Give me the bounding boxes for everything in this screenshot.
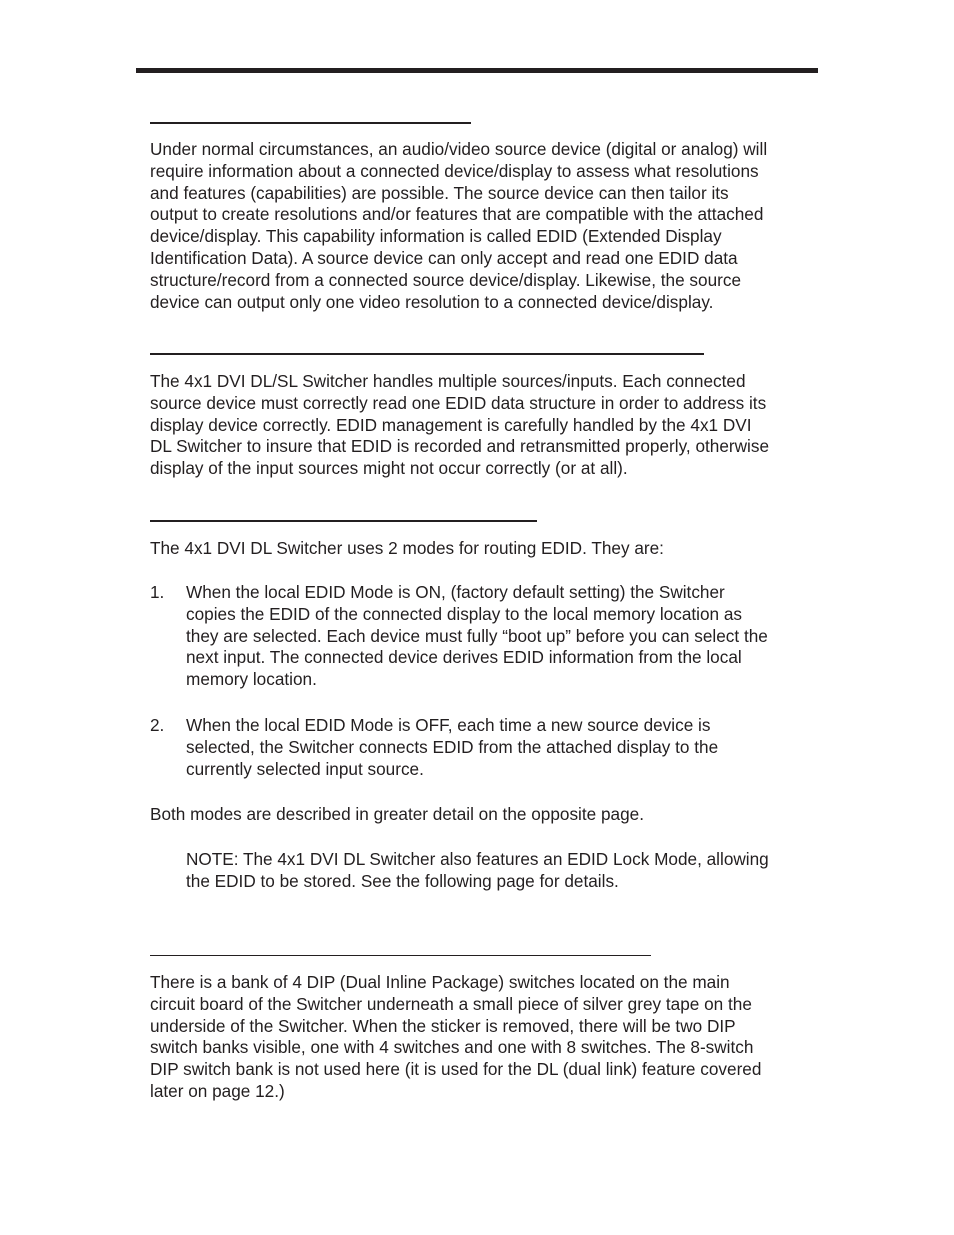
text-line: device/display. This capability information is called EDID (Extended Display xyxy=(150,226,722,247)
text-line: Identification Data). A source device can only accept and read one EDID data xyxy=(150,247,738,268)
section-1-paragraph xyxy=(150,139,767,313)
text-line: and features (capabilities) are possible. The source device can then tailor its xyxy=(150,182,729,203)
text-line: copies the EDID of the connected display to the local memory location as xyxy=(186,603,743,624)
text-line: underside of the Switcher. When the sticker is removed, there will be two DIP xyxy=(150,1015,736,1036)
section-heading-rule-1 xyxy=(150,122,471,124)
note-paragraph xyxy=(186,849,769,893)
text-line: later on page 12.) xyxy=(150,1080,285,1101)
text-line: structure/record from a connected source device/display. Likewise, the source xyxy=(150,269,742,290)
text-line: DIP switch bank is not used here (it is used for the DL (dual link) feature covered xyxy=(150,1059,762,1080)
section-2-paragraph xyxy=(150,371,769,480)
text-line: switch banks visible, one with 4 switches and one with 8 switches. The 8-switch xyxy=(150,1037,754,1058)
text-line: NOTE: The 4x1 DVI DL Switcher also features an EDID Lock Mode, allowing xyxy=(186,849,769,869)
text-line: currently selected input source. xyxy=(186,758,424,779)
section-3-intro: The 4x1 DVI DL Switcher uses 2 modes for routing EDID. They are: xyxy=(150,538,664,558)
text-line: When the local EDID Mode is OFF, each time a new source device is xyxy=(186,715,711,735)
list-number-1: 1. xyxy=(150,582,165,602)
text-line: device can output only one video resolution to a connected device/display. xyxy=(150,291,714,312)
header-rule xyxy=(136,68,818,73)
text-line: DL Switcher to insure that EDID is recorded and retransmitted properly, otherwise xyxy=(150,436,770,457)
section-4-paragraph xyxy=(150,972,761,1103)
text-line: circuit board of the Switcher underneath a small piece of silver grey tape on the xyxy=(150,993,752,1014)
text-line: display device correctly. EDID management is carefully handled by the 4x1 DVI xyxy=(150,414,752,435)
list-item-2 xyxy=(186,715,718,780)
text-line: source device must correctly read one EDID data structure in order to address its xyxy=(150,392,767,413)
text-line: The 4x1 DVI DL/SL Switcher handles multiple sources/inputs. Each connected xyxy=(150,371,746,391)
list-item-1 xyxy=(186,582,768,691)
section-heading-rule-3 xyxy=(150,520,537,522)
text-line: When the local EDID Mode is ON, (factory default setting) the Switcher xyxy=(186,582,725,602)
text-line: There is a bank of 4 DIP (Dual Inline Package) switches located on the main xyxy=(150,972,730,992)
text-line: output to create resolutions and/or features that are compatible with the attached xyxy=(150,204,764,225)
list-number-2: 2. xyxy=(150,715,165,735)
text-line: next input. The connected device derives EDID information from the local xyxy=(186,647,742,668)
text-line: memory location. xyxy=(186,669,317,690)
text-line: require information about a connected device/display to assess what resolutions xyxy=(150,160,759,181)
text-line: the EDID to be stored. See the following page for details. xyxy=(186,870,619,891)
text-line: display of the input sources might not occur correctly (or at all). xyxy=(150,458,628,479)
section-heading-rule-4 xyxy=(150,955,651,956)
text-line: they are selected. Each device must fully “boot up” before you can select the xyxy=(186,625,768,646)
section-heading-rule-2 xyxy=(150,353,704,355)
both-modes-text: Both modes are described in greater detail on the opposite page. xyxy=(150,804,644,824)
text-line: Under normal circumstances, an audio/video source device (digital or analog) will xyxy=(150,139,768,159)
text-line: selected, the Switcher connects EDID from the attached display to the xyxy=(186,736,719,757)
